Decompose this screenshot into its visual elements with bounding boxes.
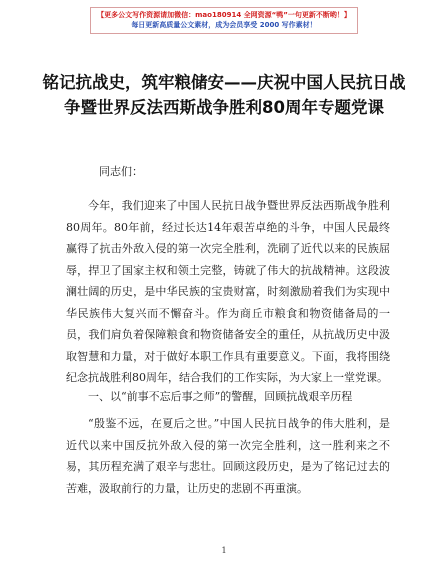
promo-line-2: 每日更新高质量公文素材，成为会员享受 2000 写作素材！ [131,21,317,29]
paragraph-section-1: “殷鉴不远，在夏后之世。”中国人民抗日战争的伟大胜利，是近代以来中国反抗外敌入侵的第一次完全胜利，这一胜利来之不易，其历程充满了艰辛与悲壮。回顾这段历史，是为了铭记过去的苦难，汲取前行的力量，让历史的悲剧不再重演。 [66,417,390,495]
section-heading-1: 一、以“前事不忘后事之师”的警醒，回顾抗战艰辛历程 [88,390,353,403]
promo-banner [0,7,448,34]
paragraph-intro: 今年，我们迎来了中国人民抗日战争暨世界反法西斯战争胜利80周年。80年前，经过长达14年艰苦卓绝的斗争，中国人民最终赢得了抗击外敌入侵的第一次完全胜利，洗刷了近代以来的民族屈辱，捍卫了国家主权和领土完整，铸就了伟大的抗战精神。这段波澜壮阔的历史，是中华民族的宝贵财富，时刻激励着我们为实现中华民族伟大复兴而不懈奋斗。作为商丘市粮食和物资储备局的一员，我们肩负着保障粮食和物资储备安全的重任，从抗战历史中汲取智慧和力量，对于做好本职工作具有重要意义。下面，我将围绕纪念抗战胜利80周年，结合我们的工作实际，为大家上一堂党课。 [66,199,390,384]
document-title: 铭记抗战史，筑牢粮储安——庆祝中国人民抗日战争暨世界反法西斯战争胜利80周年专题党课 [42,73,406,117]
greeting: 同志们： [99,165,143,178]
promo-box [90,7,358,34]
page-number: 1 [221,546,227,555]
promo-line-1: 【更多公文写作资源请加微信：mao180914 全网资源“鸭”一句更新不断哟！】 [97,11,351,19]
